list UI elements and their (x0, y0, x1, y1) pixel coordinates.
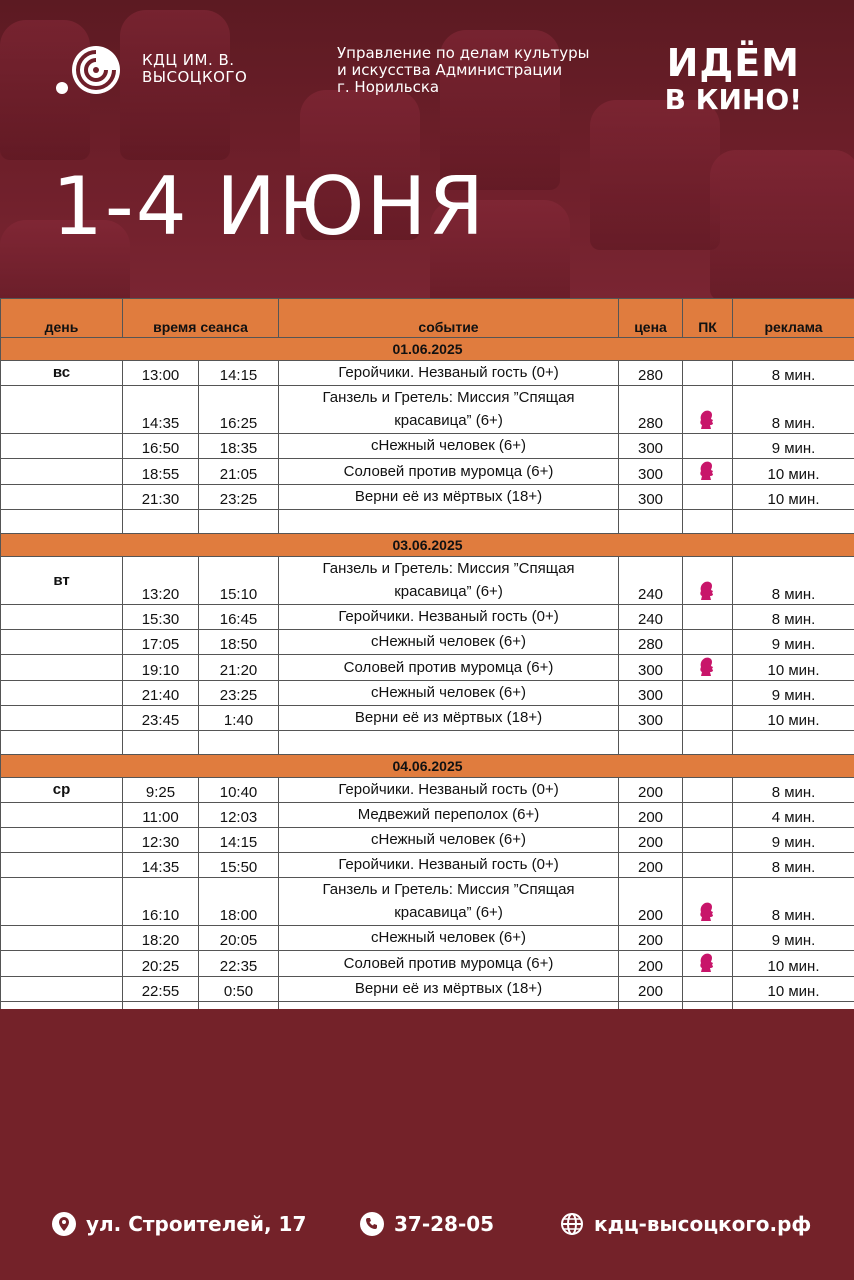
org-line-3: г. Норильска (337, 78, 440, 96)
blank-cell (619, 731, 683, 755)
session-row (1, 977, 854, 1002)
end-time: 14:15 (199, 828, 279, 853)
pushkin-card-icon (696, 900, 720, 924)
page-title: 1-4 ИЮНЯ (52, 160, 487, 253)
session-row (1, 803, 854, 828)
start-time: 19:10 (123, 655, 199, 681)
event-title: Соловей против муромца (6+) (279, 655, 619, 681)
footer-website[interactable] (560, 1211, 811, 1237)
blank-cell (733, 731, 854, 755)
session-row (1, 459, 854, 485)
ad-duration: 8 мин. (733, 557, 854, 605)
event-title: сНежный человек (6+) (279, 630, 619, 655)
price: 300 (619, 434, 683, 459)
blank-cell (123, 731, 199, 755)
logo-text (142, 52, 247, 86)
start-time: 13:00 (123, 361, 199, 386)
pk-cell (683, 977, 733, 1002)
ad-duration: 9 мин. (733, 630, 854, 655)
ad-duration: 10 мин. (733, 485, 854, 510)
pushkin-card-icon (696, 951, 720, 975)
price: 200 (619, 803, 683, 828)
location-pin-icon (52, 1212, 76, 1236)
slogan-line-2: В КИНО! (664, 83, 802, 116)
logo-line-2: ВЫСОЦКОГО (142, 68, 248, 86)
day-cell-empty (1, 853, 123, 878)
ad-duration: 10 мин. (733, 655, 854, 681)
pk-cell (683, 630, 733, 655)
pushkin-card-icon (696, 655, 720, 679)
blank-cell (683, 731, 733, 755)
ad-duration: 4 мин. (733, 803, 854, 828)
blank-cell (279, 510, 619, 534)
event-title: Геройчики. Незваный гость (0+) (279, 778, 619, 803)
price: 200 (619, 926, 683, 951)
start-time: 22:55 (123, 977, 199, 1002)
blank-cell (123, 510, 199, 534)
price: 200 (619, 853, 683, 878)
col-event-header: событие (279, 299, 619, 338)
day-cell-empty (1, 828, 123, 853)
event-title: Геройчики. Незваный гость (0+) (279, 605, 619, 630)
pk-cell (683, 803, 733, 828)
event-title: Геройчики. Незваный гость (0+) (279, 853, 619, 878)
day-cell-empty (1, 878, 123, 926)
pk-cell (683, 878, 733, 926)
ad-duration: 10 мин. (733, 459, 854, 485)
start-time: 20:25 (123, 951, 199, 977)
session-row (1, 926, 854, 951)
pushkin-card-icon (696, 408, 720, 432)
session-row (1, 605, 854, 630)
start-time: 13:20 (123, 557, 199, 605)
day-of-week: ср (1, 778, 123, 803)
pk-cell (683, 926, 733, 951)
price: 200 (619, 878, 683, 926)
price: 200 (619, 951, 683, 977)
event-title-line-1: Ганзель и Гретель: Миссия ”Спящая (322, 560, 575, 577)
pk-cell (683, 361, 733, 386)
ad-duration: 8 мин. (733, 878, 854, 926)
pushkin-card-icon (696, 459, 720, 483)
phone-icon (360, 1212, 384, 1236)
blank-cell (279, 731, 619, 755)
end-time: 16:25 (199, 386, 279, 434)
end-time: 12:03 (199, 803, 279, 828)
end-time: 15:50 (199, 853, 279, 878)
pk-cell (683, 828, 733, 853)
end-time: 21:20 (199, 655, 279, 681)
session-row (1, 853, 854, 878)
day-cell-empty (1, 803, 123, 828)
price: 200 (619, 828, 683, 853)
slogan-line-1: ИДЁМ (666, 41, 800, 85)
date-label: 01.06.2025 (1, 338, 854, 361)
pk-cell (683, 459, 733, 485)
session-row (1, 706, 854, 731)
blank-row (1, 731, 854, 755)
ad-duration: 8 мин. (733, 605, 854, 630)
price: 300 (619, 681, 683, 706)
event-title: сНежный человек (6+) (279, 434, 619, 459)
day-cell-empty (1, 706, 123, 731)
address-text: ул. Строителей, 17 (86, 1212, 307, 1236)
price: 200 (619, 778, 683, 803)
start-time: 16:10 (123, 878, 199, 926)
start-time: 23:45 (123, 706, 199, 731)
price: 280 (619, 630, 683, 655)
org-line-2: и искусства Администрации (337, 61, 563, 79)
event-title: Верни её из мёртвых (18+) (279, 977, 619, 1002)
session-row (1, 878, 854, 926)
pk-cell (683, 434, 733, 459)
footer (0, 1009, 854, 1280)
end-time: 23:25 (199, 681, 279, 706)
end-time: 22:35 (199, 951, 279, 977)
price: 280 (619, 361, 683, 386)
session-row (1, 434, 854, 459)
day-cell-empty (1, 459, 123, 485)
day-cell-empty (1, 655, 123, 681)
kdc-logo-icon (56, 42, 120, 98)
event-title-line-2: красавица” (6+) (394, 412, 503, 429)
blank-cell (199, 731, 279, 755)
price: 300 (619, 485, 683, 510)
pk-cell (683, 605, 733, 630)
logo-line-1: КДЦ ИМ. В. (142, 51, 235, 69)
end-time: 20:05 (199, 926, 279, 951)
session-row (1, 828, 854, 853)
pk-cell (683, 853, 733, 878)
ad-duration: 10 мин. (733, 706, 854, 731)
end-time: 16:45 (199, 605, 279, 630)
end-time: 18:50 (199, 630, 279, 655)
end-time: 10:40 (199, 778, 279, 803)
day-cell-empty (1, 386, 123, 434)
day-of-week: вс (1, 361, 123, 386)
event-title-line-1: Ганзель и Гретель: Миссия ”Спящая (322, 389, 575, 406)
col-time-header: время сеанса (123, 299, 279, 338)
start-time: 18:20 (123, 926, 199, 951)
org-line-1: Управление по делам культуры (337, 44, 590, 62)
pk-cell (683, 951, 733, 977)
price: 280 (619, 386, 683, 434)
end-time: 15:10 (199, 557, 279, 605)
session-row (1, 630, 854, 655)
start-time: 18:55 (123, 459, 199, 485)
schedule-table (0, 298, 854, 1026)
pk-cell (683, 681, 733, 706)
organization-name (337, 45, 637, 96)
end-time: 1:40 (199, 706, 279, 731)
pushkin-card-icon (696, 579, 720, 603)
session-row (1, 557, 854, 605)
schedule-table-wrap (0, 298, 854, 1009)
col-ad-header: реклама (733, 299, 854, 338)
globe-icon (560, 1212, 584, 1236)
session-row (1, 361, 854, 386)
session-row (1, 386, 854, 434)
start-time: 11:00 (123, 803, 199, 828)
pk-cell (683, 386, 733, 434)
price: 200 (619, 977, 683, 1002)
footer-phone[interactable] (360, 1211, 494, 1237)
blank-cell (619, 510, 683, 534)
pk-cell (683, 655, 733, 681)
ad-duration: 9 мин. (733, 926, 854, 951)
pk-cell (683, 778, 733, 803)
start-time: 14:35 (123, 386, 199, 434)
price: 240 (619, 557, 683, 605)
session-row (1, 951, 854, 977)
ad-duration: 9 мин. (733, 681, 854, 706)
end-time: 18:00 (199, 878, 279, 926)
day-cell-empty (1, 951, 123, 977)
day-cell-empty (1, 977, 123, 1002)
event-title: Медвежий переполох (6+) (279, 803, 619, 828)
day-of-week: вт (1, 557, 123, 605)
blank-cell (1, 510, 123, 534)
day-cell-empty (1, 681, 123, 706)
footer-address (52, 1211, 306, 1237)
end-time: 18:35 (199, 434, 279, 459)
table-header (1, 299, 854, 338)
event-title (279, 878, 619, 926)
price: 300 (619, 459, 683, 485)
session-row (1, 778, 854, 803)
ad-duration: 9 мин. (733, 828, 854, 853)
ad-duration: 8 мин. (733, 386, 854, 434)
session-row (1, 655, 854, 681)
event-title (279, 386, 619, 434)
hero-banner (0, 0, 854, 298)
pk-cell (683, 557, 733, 605)
blank-cell (199, 510, 279, 534)
start-time: 16:50 (123, 434, 199, 459)
blank-row (1, 510, 854, 534)
event-title-line-2: красавица” (6+) (394, 904, 503, 921)
ad-duration: 8 мин. (733, 361, 854, 386)
start-time: 21:40 (123, 681, 199, 706)
start-time: 14:35 (123, 853, 199, 878)
event-title: Верни её из мёртвых (18+) (279, 485, 619, 510)
event-title: Верни её из мёртвых (18+) (279, 706, 619, 731)
end-time: 23:25 (199, 485, 279, 510)
day-cell-empty (1, 926, 123, 951)
ad-duration: 10 мин. (733, 977, 854, 1002)
event-title: сНежный человек (6+) (279, 681, 619, 706)
session-row (1, 681, 854, 706)
ad-duration: 8 мин. (733, 853, 854, 878)
end-time: 14:15 (199, 361, 279, 386)
price: 240 (619, 605, 683, 630)
date-row (1, 755, 854, 778)
event-title-line-2: красавица” (6+) (394, 583, 503, 600)
date-row (1, 338, 854, 361)
date-label: 04.06.2025 (1, 755, 854, 778)
seat-decor (590, 100, 720, 250)
website-text: кдц-высоцкого.рф (594, 1212, 812, 1236)
event-title: Геройчики. Незваный гость (0+) (279, 361, 619, 386)
day-cell-empty (1, 434, 123, 459)
ad-duration: 10 мин. (733, 951, 854, 977)
col-pk-header: ПК (683, 299, 733, 338)
event-title: Соловей против муромца (6+) (279, 459, 619, 485)
ad-duration: 8 мин. (733, 778, 854, 803)
date-label: 03.06.2025 (1, 534, 854, 557)
event-title (279, 557, 619, 605)
session-row (1, 485, 854, 510)
start-time: 9:25 (123, 778, 199, 803)
pk-cell (683, 706, 733, 731)
start-time: 21:30 (123, 485, 199, 510)
col-day-header: день (1, 299, 123, 338)
ad-duration: 9 мин. (733, 434, 854, 459)
blank-cell (1, 731, 123, 755)
day-cell-empty (1, 630, 123, 655)
blank-cell (683, 510, 733, 534)
day-cell-empty (1, 605, 123, 630)
date-row (1, 534, 854, 557)
price: 300 (619, 706, 683, 731)
start-time: 15:30 (123, 605, 199, 630)
slogan (665, 42, 802, 116)
end-time: 21:05 (199, 459, 279, 485)
start-time: 17:05 (123, 630, 199, 655)
blank-cell (733, 510, 854, 534)
start-time: 12:30 (123, 828, 199, 853)
day-cell-empty (1, 485, 123, 510)
col-price-header: цена (619, 299, 683, 338)
schedule-body (1, 338, 854, 1026)
seat-decor (710, 150, 854, 298)
pk-cell (683, 485, 733, 510)
event-title: сНежный человек (6+) (279, 926, 619, 951)
price: 300 (619, 655, 683, 681)
event-title-line-1: Ганзель и Гретель: Миссия ”Спящая (322, 881, 575, 898)
phone-text: 37-28-05 (394, 1212, 495, 1236)
event-title: Соловей против муромца (6+) (279, 951, 619, 977)
end-time: 0:50 (199, 977, 279, 1002)
event-title: сНежный человек (6+) (279, 828, 619, 853)
